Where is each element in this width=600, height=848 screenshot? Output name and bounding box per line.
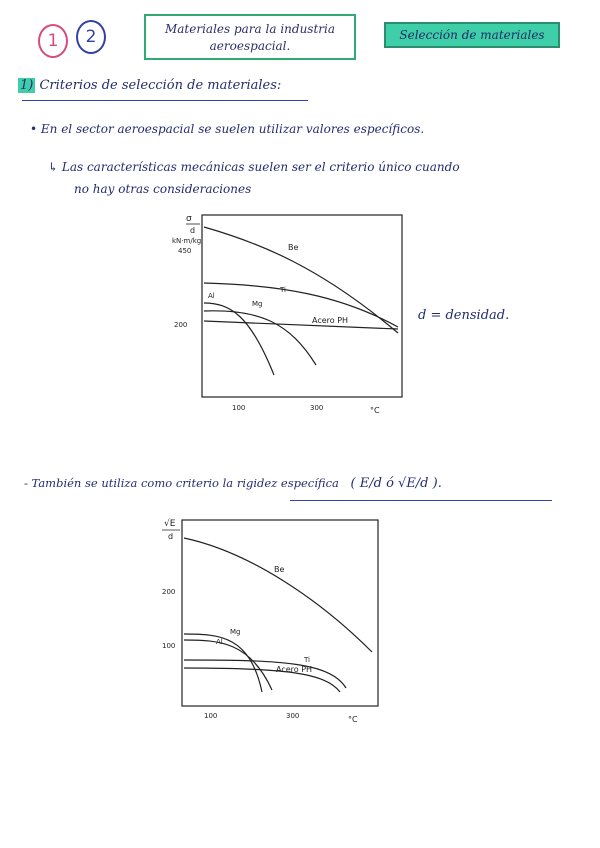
chart1-ylabel-top: σ — [186, 214, 192, 224]
chart1-curve-be — [204, 227, 398, 333]
note-arrow-line-2: no hay otras consideraciones — [74, 182, 252, 196]
chart2-ylabel-bottom: d — [168, 532, 174, 541]
chart2-curve-al — [184, 640, 272, 690]
chart2-curve-be — [184, 538, 372, 652]
chart1-ytick-450: 450 — [178, 247, 192, 255]
chart1-label-mg: Mg — [252, 300, 263, 308]
chart2-label-acero-ph: Acero PH — [276, 665, 313, 674]
note-bullet-2-formula: ( E/d ó √E/d ). — [350, 476, 442, 491]
topic-label: Selección de materiales — [399, 28, 545, 42]
chart2-xtick-100: 100 — [204, 712, 218, 720]
section-underline — [22, 100, 308, 101]
chart2-xtick-300: 300 — [286, 712, 300, 720]
chart1-curve-al — [204, 303, 274, 375]
chart1-xunit: °C — [370, 406, 380, 415]
title-line-2: aeroespacial. — [209, 39, 291, 53]
chart1-label-ti: Ti — [280, 286, 287, 294]
chart1-plot-frame — [202, 215, 402, 397]
chart1-xtick-100: 100 — [232, 404, 246, 412]
chart1-label-be: Be — [288, 243, 299, 252]
circle-1-label: 1 — [47, 31, 59, 51]
note-bullet-2-highlight: rigidez específica — [236, 476, 339, 490]
chart1-xtick-300: 300 — [310, 404, 324, 412]
chart2-curve-mg — [184, 634, 262, 692]
document-title-box — [144, 14, 356, 60]
chart1-label-acero-ph: Acero PH — [312, 316, 349, 325]
chart2-label-be: Be — [274, 565, 285, 574]
number-circle-1 — [38, 24, 68, 58]
section-number: 1) — [20, 78, 34, 93]
chart2-curve-ti — [184, 660, 346, 688]
chart2-xunit: °C — [348, 715, 358, 724]
chart1-curve-ti — [204, 283, 398, 327]
section-heading — [18, 78, 281, 100]
chart2-label-mg: Mg — [230, 628, 241, 636]
note-arrow-line-1: ↳ Las características mecánicas suelen ser el criterio único cuando — [48, 160, 460, 174]
chart-specific-strength — [170, 205, 410, 425]
highlight-underline — [290, 500, 552, 501]
chart2-ylabel-top: √E — [164, 519, 176, 529]
note-bullet-1: • En el sector aeroespacial se suelen utilizar valores específicos. — [30, 122, 425, 136]
density-note: d = densidad. — [418, 308, 510, 323]
title-line-1: Materiales para la industria — [164, 22, 336, 36]
note-bullet-2 — [24, 476, 442, 491]
chart1-ylabel-mid: d — [190, 226, 196, 235]
note-bullet-2-prefix: - También se utiliza como criterio la — [24, 476, 234, 490]
section-heading-text: Criterios de selección de materiales: — [39, 78, 282, 93]
chart2-label-al: Al — [216, 638, 223, 646]
chart2-plot-frame — [182, 520, 378, 706]
chart2-ytick-100: 100 — [162, 642, 176, 650]
chart1-label-al: Al — [208, 292, 215, 300]
chart2-label-ti: Ti — [304, 656, 311, 664]
chart1-curve-acero-ph — [204, 321, 398, 329]
chart1-curve-mg — [204, 311, 316, 365]
number-circle-2 — [76, 20, 106, 54]
topic-label-box — [384, 22, 560, 48]
chart1-ylabel-units: kN·m/kg — [172, 237, 202, 245]
chart1-ytick-200: 200 — [174, 321, 188, 329]
chart2-ytick-200: 200 — [162, 588, 176, 596]
circle-2-label: 2 — [85, 27, 97, 47]
chart-specific-stiffness — [150, 512, 390, 732]
